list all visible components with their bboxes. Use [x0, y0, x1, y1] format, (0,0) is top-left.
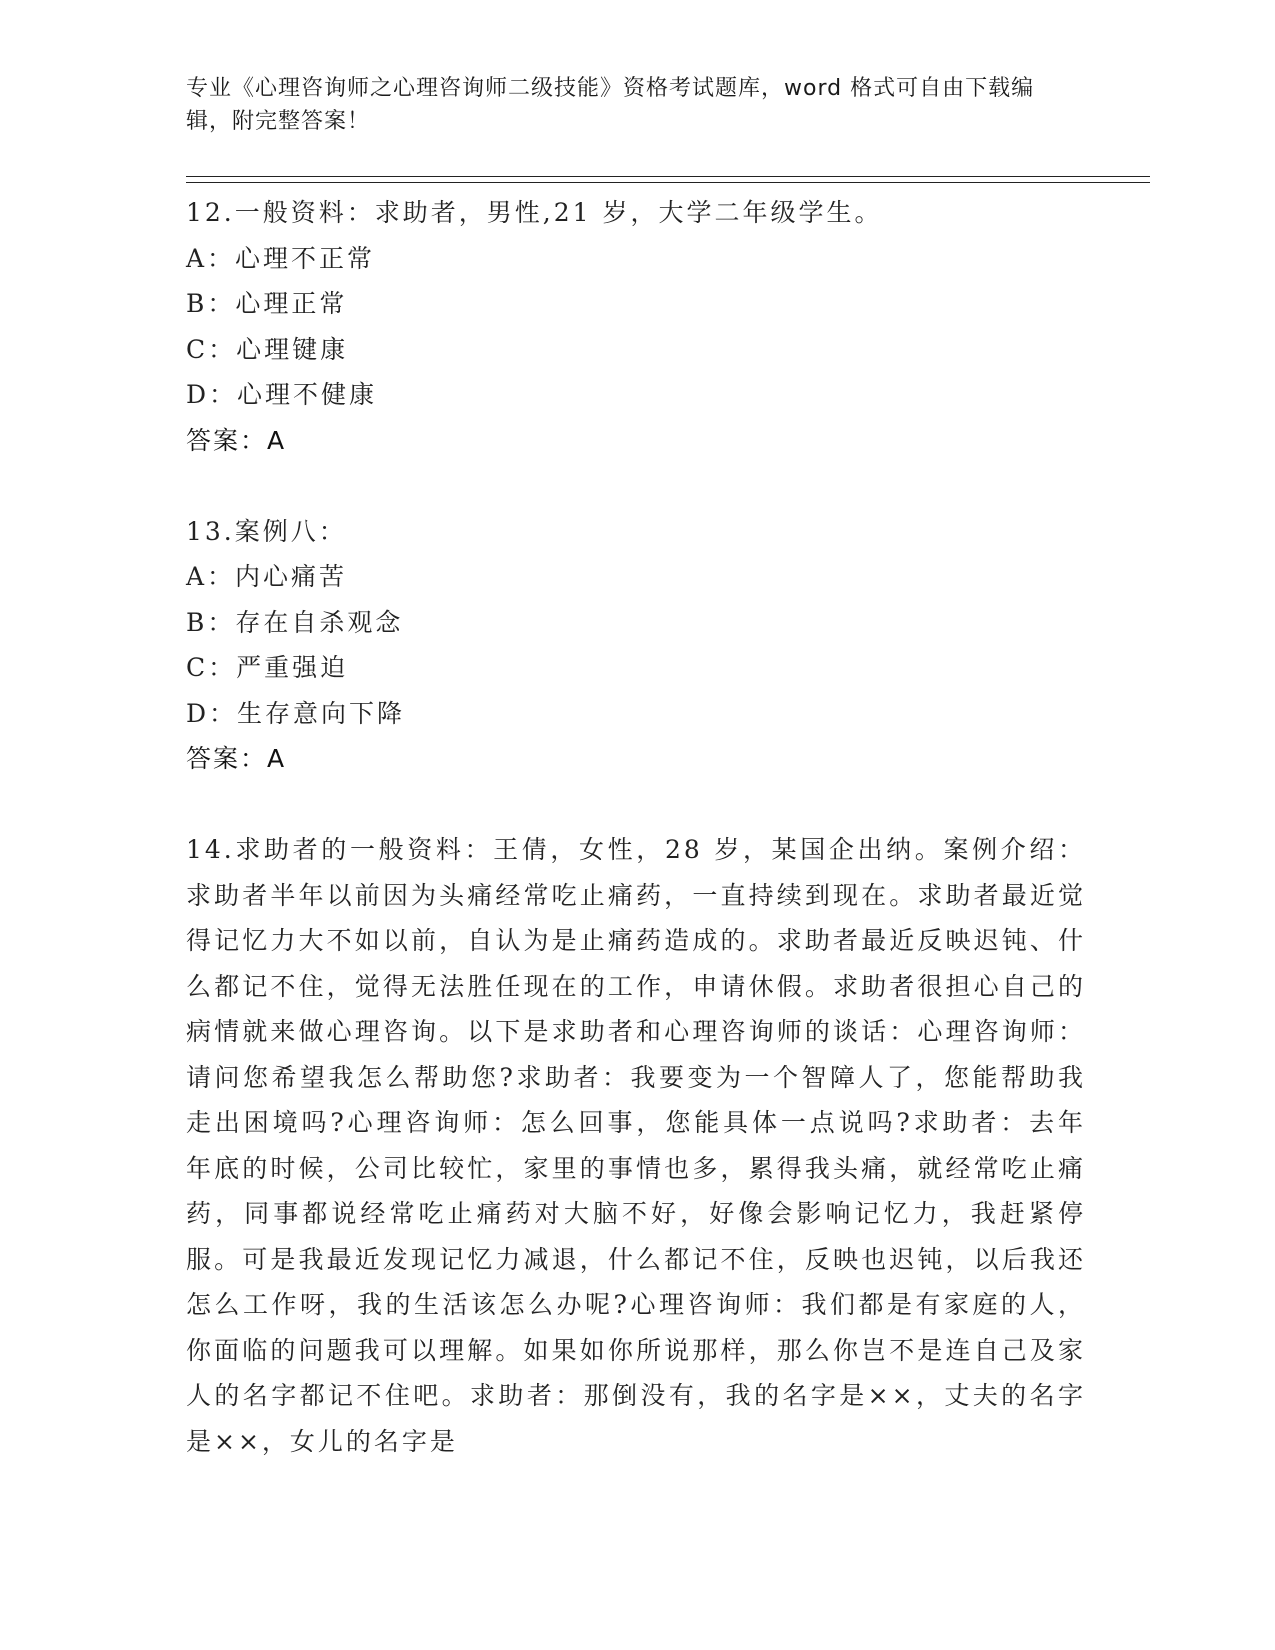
- answer-label: 答案：A: [186, 425, 287, 455]
- option-c: C：严重强迫: [186, 653, 349, 682]
- question-block-13: [186, 509, 1086, 782]
- spacer: [186, 463, 1086, 509]
- question-block-12: [186, 190, 1086, 463]
- header-divider-top: [186, 176, 1150, 177]
- option-a: A：心理不正常: [186, 243, 376, 273]
- document-body: [186, 190, 1086, 1464]
- spacer: [186, 782, 1086, 828]
- header-divider-bottom: [186, 182, 1150, 183]
- option-b: B：存在自杀观念: [186, 607, 404, 637]
- option-d: D：生存意向下降: [186, 698, 406, 728]
- header-text: 专业《心理咨询师之心理咨询师二级技能》资格考试题库，word 格式可自由下载编辑，附完整答案！: [186, 76, 1035, 134]
- question-stem: 12.一般资料：求助者，男性,21 岁，大学二年级学生。: [186, 198, 883, 227]
- answer-label: 答案：A: [186, 744, 287, 773]
- case-14-paragraph: 14.求助者的一般资料：王倩，女性，28 岁，某国企出纳。案例介绍：求助者半年以前因为头痛经常吃止痛药，一直持续到现在。求助者最近觉得记忆力大不如以前，自认为是止痛药造成的。求助者最近反映迟钝、什么都记不住，觉得无法胜任现在的工作，申请休假。求助者很担心自己的病情就来做心理咨询。以下是求助者和心理咨询师的谈话：心理咨询师：请问您希望我怎么帮助您?求助者：我要变为一个智障人了，您能帮助我走出困境吗?心理咨询师：怎么回事，您能具体一点说吗?求助者：去年年底的时候，公司比较忙，家里的事情也多，累得我头痛，就经常吃止痛药，同事都说经常吃止痛药对大脑不好，好像会影响记忆力，我赶紧停服。可是我最近发现记忆力减退，什么都记不住，反映也迟钝，以后我还怎么工作呀，我的生活该怎么办呢?心理咨询师：我们都是有家庭的人，你面临的问题我可以理解。如果如你所说那样，那么你岂不是连自己及家人的名字都记不住吧。求助者：那倒没有，我的名字是××，丈夫的名字是××，女儿的名字是: [186, 835, 1086, 1456]
- document-header: [186, 72, 1066, 138]
- option-b: B：心理正常: [186, 289, 348, 318]
- option-c: C：心理键康: [186, 334, 349, 364]
- option-d: D：心理不健康: [186, 380, 378, 409]
- option-a: A：内心痛苦: [186, 562, 348, 591]
- question-stem: 13.案例八：: [186, 516, 347, 546]
